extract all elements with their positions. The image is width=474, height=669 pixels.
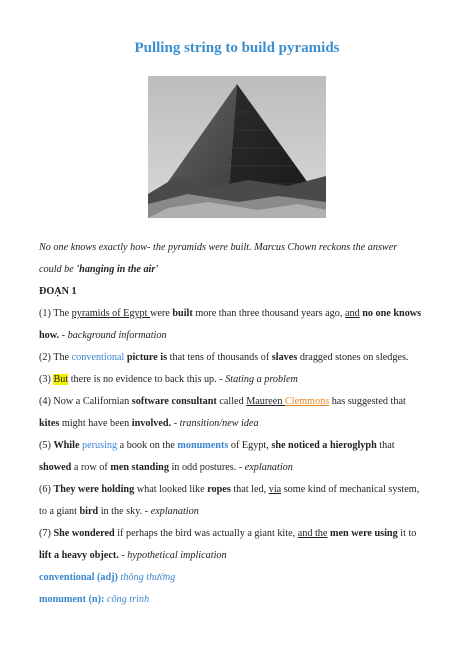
- text: in odd postures. -: [168, 462, 245, 473]
- text: a book on the: [117, 440, 178, 451]
- paragraph-4-line-2: [39, 417, 439, 431]
- text: involved.: [131, 418, 172, 429]
- text: -: [59, 330, 68, 341]
- intro-text-1: No one knows exactly how- the pyramids were built. Marcus Chown reckons the answer: [39, 242, 398, 253]
- text: to a giant: [39, 506, 80, 517]
- annotation: transition/new idea: [179, 418, 259, 429]
- text: called: [216, 396, 247, 407]
- text: how.: [39, 330, 60, 341]
- text: men standing: [110, 462, 169, 473]
- annotation: background information: [67, 330, 167, 341]
- text: were: [150, 308, 173, 319]
- annotation: explanation: [150, 506, 199, 517]
- text: there is no evidence to back this up. -: [68, 374, 226, 385]
- text: of Egypt,: [228, 440, 272, 451]
- pyramid-photo: [148, 76, 326, 218]
- text: -: [118, 550, 128, 561]
- text: built: [172, 308, 193, 319]
- text: pyramids of Egypt: [71, 308, 151, 319]
- text: ropes: [207, 484, 231, 495]
- text: might have been: [59, 418, 132, 429]
- text: While: [53, 440, 80, 451]
- text: software consultant: [131, 396, 217, 407]
- text: dragged stones on sledges.: [297, 352, 409, 363]
- paragraph-7-line-1: [39, 527, 439, 541]
- section-heading: ĐOẠN 1: [39, 286, 77, 297]
- paragraph-5-line-1: [39, 439, 439, 453]
- vocab-term: conventional (adj): [39, 572, 118, 583]
- paragraph-7-line-2: [39, 549, 439, 563]
- vocab-definition: thông thường: [120, 572, 176, 583]
- highlighted-word: But: [53, 374, 69, 385]
- text: that tens of thousands of: [167, 352, 272, 363]
- text: lift a heavy object.: [39, 550, 119, 561]
- paragraph-6-line-1: [39, 483, 439, 497]
- text: bird: [79, 506, 99, 517]
- text: more than three thousand years ago,: [192, 308, 345, 319]
- vocab-highlight: conventional: [71, 352, 125, 363]
- text: in the sky. -: [98, 506, 151, 517]
- text: and: [344, 308, 360, 319]
- name-link: Clemmons: [284, 396, 330, 407]
- paragraph-2: [39, 351, 439, 365]
- text: (7): [39, 528, 54, 539]
- text: (2) The: [39, 352, 72, 363]
- vocab-term: monument (n):: [39, 594, 105, 605]
- paragraph-6-line-2: [39, 505, 439, 519]
- text: showed: [39, 462, 72, 473]
- pyramid-image: [148, 76, 326, 218]
- text: that: [376, 440, 395, 451]
- text: men were using: [329, 528, 398, 539]
- text: what looked like: [134, 484, 208, 495]
- vocab-highlight: perusing: [82, 440, 118, 451]
- text: it to: [397, 528, 417, 539]
- vocab-highlight: monuments: [177, 440, 229, 451]
- paragraph-4-line-1: [39, 395, 439, 409]
- annotation: explanation: [244, 462, 293, 473]
- text: via: [268, 484, 282, 495]
- paragraph-1-line-2: [39, 329, 439, 343]
- annotation: Stating a problem: [225, 374, 298, 385]
- text: -: [171, 418, 180, 429]
- paragraph-1-line-1: [39, 307, 439, 321]
- text: and the: [297, 528, 328, 539]
- intro-line-1: [39, 241, 439, 255]
- annotation: hypothetical implication: [127, 550, 227, 561]
- text: no one knows: [362, 308, 422, 319]
- text: if perhaps the bird was actually a giant kite,: [114, 528, 298, 539]
- vocab-definition: công trình: [106, 594, 150, 605]
- intro-text-2: could be: [39, 264, 77, 275]
- text: Maureen: [246, 396, 285, 407]
- text: (4) Now a Californian: [39, 396, 132, 407]
- text: (6): [39, 484, 54, 495]
- text: a row of: [71, 462, 111, 473]
- vocab-entry: [39, 593, 439, 607]
- text: She wondered: [53, 528, 115, 539]
- intro-line-2: [39, 263, 439, 277]
- vocab-entry: [39, 571, 439, 585]
- text: picture is: [126, 352, 168, 363]
- text: (3): [39, 374, 54, 385]
- paragraph-3: [39, 373, 439, 387]
- text: (5): [39, 440, 54, 451]
- text: she noticed a hieroglyph: [271, 440, 377, 451]
- text: slaves: [271, 352, 298, 363]
- text: has suggested that: [329, 396, 406, 407]
- intro-quote: 'hanging in the air': [76, 264, 159, 275]
- text: that led,: [230, 484, 269, 495]
- text: They were holding: [53, 484, 135, 495]
- text: some kind of mechanical system,: [281, 484, 420, 495]
- paragraph-5-line-2: [39, 461, 439, 475]
- text: (1) The: [39, 308, 72, 319]
- text: kites: [39, 418, 60, 429]
- document-title: Pulling string to build pyramids: [134, 40, 340, 56]
